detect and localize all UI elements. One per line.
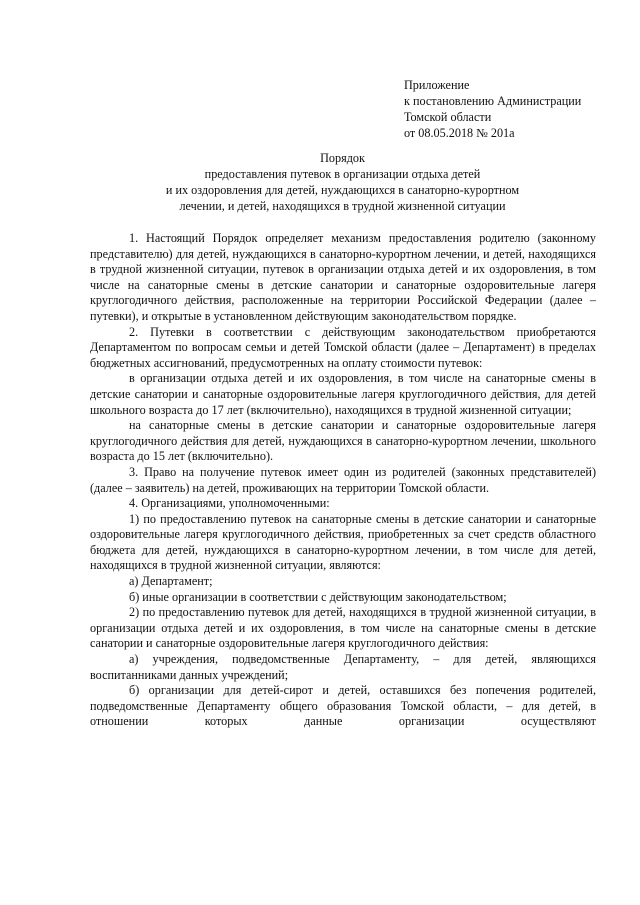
paragraph-4-item-2a: а) учреждения, подведомственные Департаменту, – для детей, являющихся воспитанниками данных учреждений; (90, 652, 596, 682)
title-subtitle-line-2: и их оздоровления для детей, нуждающихся в санаторно-курортном (165, 183, 520, 197)
paragraph-1: 1. Настоящий Порядок определяет механизм предоставления родителю (законному представителю) для детей, нуждающихся в санаторно-курортном лечении, и детей, находящихся в трудной жизненной ситуации, путевок в организации отдыха детей и их оздоровления, в том числе на санаторные смены в детские санатории и санаторные оздоровительные лагеря круглогодичного действия, расположенные на территории Российской Федерации (далее – путевки), и открытые в установленном действующим законодательством порядке. (90, 231, 596, 323)
paragraph-4-item-2: 2) по предоставлению путевок для детей, находящихся в трудной жизненной ситуации, в организации отдыха детей и их оздоровления, в том числе на санаторные смены в детские санатории и санаторные оздоровительные лагеря круглогодичного действия: (90, 605, 596, 651)
title-subtitle-line-1: предоставления путевок в организации отдыха детей (204, 167, 481, 181)
approval-line-1: Приложение (404, 78, 470, 92)
document-body (90, 231, 596, 730)
paragraph-3: 3. Право на получение путевок имеет один из родителей (законных представителей) (далее – заявитель) на детей, проживающих на территории Томской области. (90, 464, 596, 495)
paragraph-4-item-1a: а) Департамент; (129, 574, 213, 589)
document-title (90, 150, 595, 214)
title-subtitle-line-3: лечении, и детей, находящихся в трудной жизненной ситуации (179, 199, 506, 213)
paragraph-2-item-1: в организации отдыха детей и их оздоровления, в том числе на санаторные смены в детские санатории и санаторные оздоровительные лагеря круглогодичного действия, для детей школьного возраста до 17 лет (включительно), находящихся в трудной жизненной ситуации; (90, 371, 596, 417)
approval-block (404, 77, 624, 141)
paragraph-2-item-2: на санаторные смены в детские санатории и санаторные оздоровительные лагеря круглогодичного действия для детей, нуждающихся в санаторно-курортном лечении, школьного возраста до 15 лет (включительно). (90, 418, 596, 464)
paragraph-4-item-2b: б) организации для детей-сирот и детей, оставшихся без попечения родителей, подведомственные Департаменту общего образования Томской области, – для детей, в отношении которых данные организации осуществляют (90, 683, 596, 729)
paragraph-4-item-1b: б) иные организации в соответствии с действующим законодательством; (129, 589, 507, 604)
approval-line-2: к постановлению Администрации (404, 94, 582, 108)
approval-line-4: от 08.05.2018 № 201а (404, 126, 515, 140)
title-heading: Порядок (320, 151, 365, 165)
approval-line-3: Томской области (404, 110, 492, 124)
paragraph-4-item-1: 1) по предоставлению путевок на санаторные смены в детские санатории и санаторные оздоровительные лагеря круглогодичного действия, приобретенных за счет средств областного бюджета для детей, нуждающихся в санаторно-курортном лечении, в том числе для детей, находящихся в трудной жизненной ситуации, являются: (90, 511, 596, 573)
paragraph-2: 2. Путевки в соответствии с действующим законодательством приобретаются Департаментом по вопросам семьи и детей Томской области (далее – Департамент) в пределах бюджетных ассигнований, предусмотренных на оплату стоимости путевок: (90, 324, 596, 370)
paragraph-4: 4. Организациями, уполномоченными: (129, 496, 330, 511)
